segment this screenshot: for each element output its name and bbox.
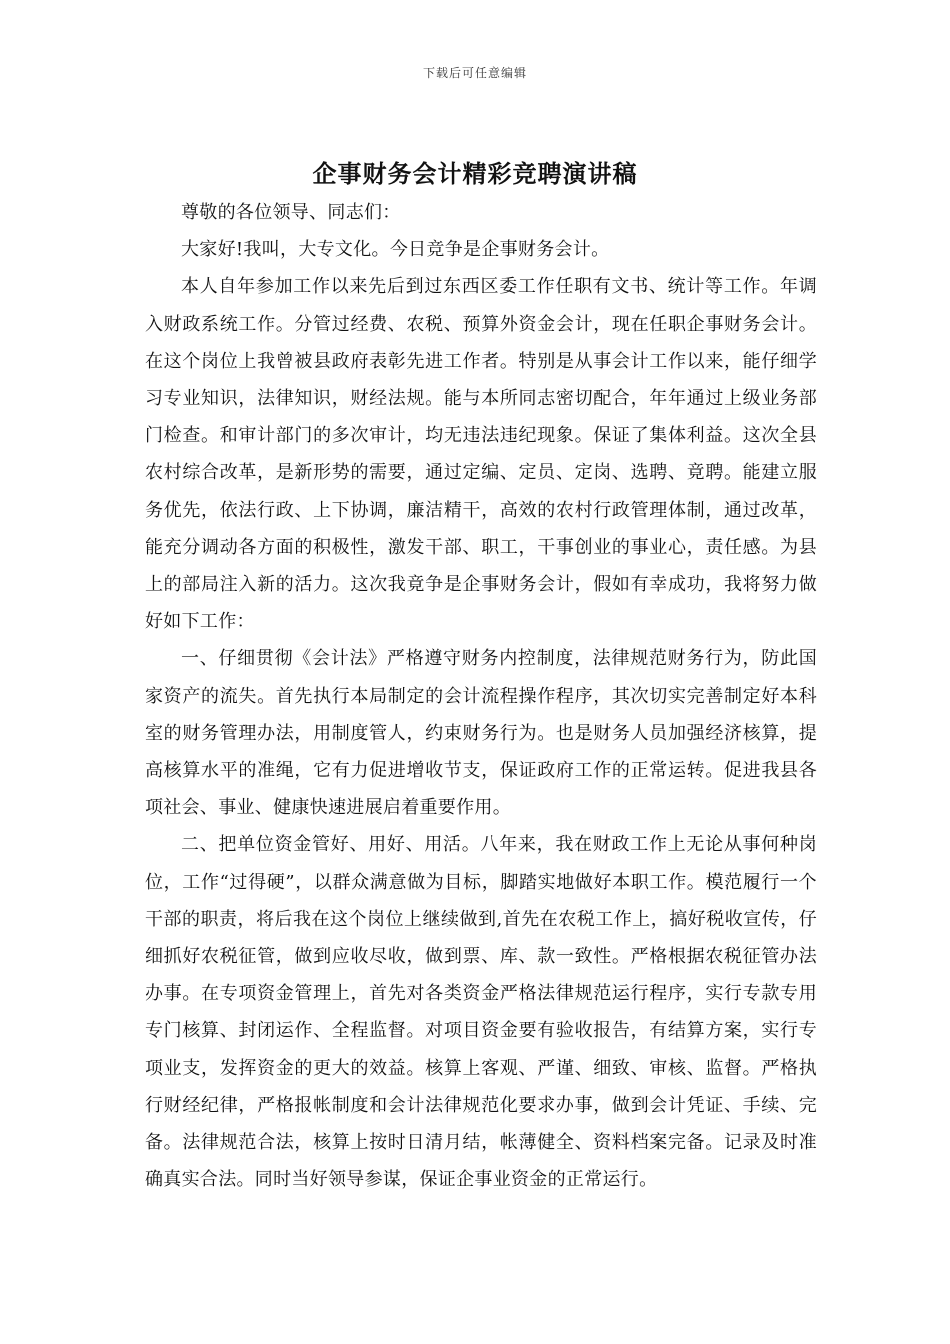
salutation-paragraph: 尊敬的各位领导、同志们： — [181, 202, 401, 223]
background-paragraph: 本人自年参加工作以来先后到过东西区委工作任职有文书、统计等工作。年调入财政系统工作。分管过经费、农税、预算外资金会计，现在任职企事财务会计。在这个岗位上我曾被县政府表彰先进工作者。特别是从事会计工作以来，能仔细学习专业知识，法律知识，财经法规。能与本所同志密切配合，年年通过上级业务部门检查。和审计部门的多次审计，均无违法违纪现象。保证了集体利益。这次全县农村综合改革，是新形势的需要，通过定编、定员、定岗、选聘、竟聘。能建立服务优先，依法行政、上下协调，廉洁精干，高效的农村行政管理体制，通过改革，能充分调动各方面的积极性，激发干部、职工，干事创业的事业心，责任感。为县上的部局注入新的活力。这次我竟争是企事财务会计，假如有幸成功，我将努力做好如下工作： — [145, 276, 817, 633]
document-title: 企事财务会计精彩竞聘演讲稿 — [312, 159, 638, 188]
plan-item-two-paragraph: 二、把单位资金管好、用好、用活。八年来，我在财政工作上无论从事何种岗位，工作“过得硬”，以群众满意做为目标，脚踏实地做好本职工作。模范履行一个干部的职责，将后我在这个岗位上继续做到,首先在农税工作上，搞好税收宣传，仔细抓好农税征管，做到应收尽收，做到票、库、款一致性。严格根据农税征管办法办事。在专项资金管理上，首先对各类资金严格法律规范运行程序，实行专款专用专门核算、封闭运作、全程监督。对项目资金要有验收报告，有结算方案，实行专项业支，发挥资金的更大的效益。核算上客观、严谨、细致、审核、监督。严格执行财经纪律，严格报帐制度和会计法律规范化要求办事，做到会计凭证、手续、完备。法律规范合法，核算上按时日清月结，帐薄健全、资料档案完备。记录及时准确真实合法。同时当好领导参谋，保证企事业资金的正常运行。 — [145, 834, 817, 1191]
plan-item-one-paragraph: 一、仔细贯彻《会计法》严格遵守财务内控制度，法律规范财务行为，防此国家资产的流失。首先执行本局制定的会计流程操作程序，其次切实完善制定好本科室的财务管理办法，用制度管人，约束财务行为。也是财务人员加强经济核算，提高核算水平的准绳，它有力促进增收节支，保证政府工作的正常运转。促进我县各项社会、事业、健康快速进展启着重要作用。 — [145, 648, 817, 819]
document-body — [145, 194, 817, 1198]
header-note: 下载后可任意编辑 — [422, 66, 527, 80]
greeting-paragraph: 大家好!我叫，大专文化。今日竞争是企事财务会计。 — [181, 239, 610, 261]
